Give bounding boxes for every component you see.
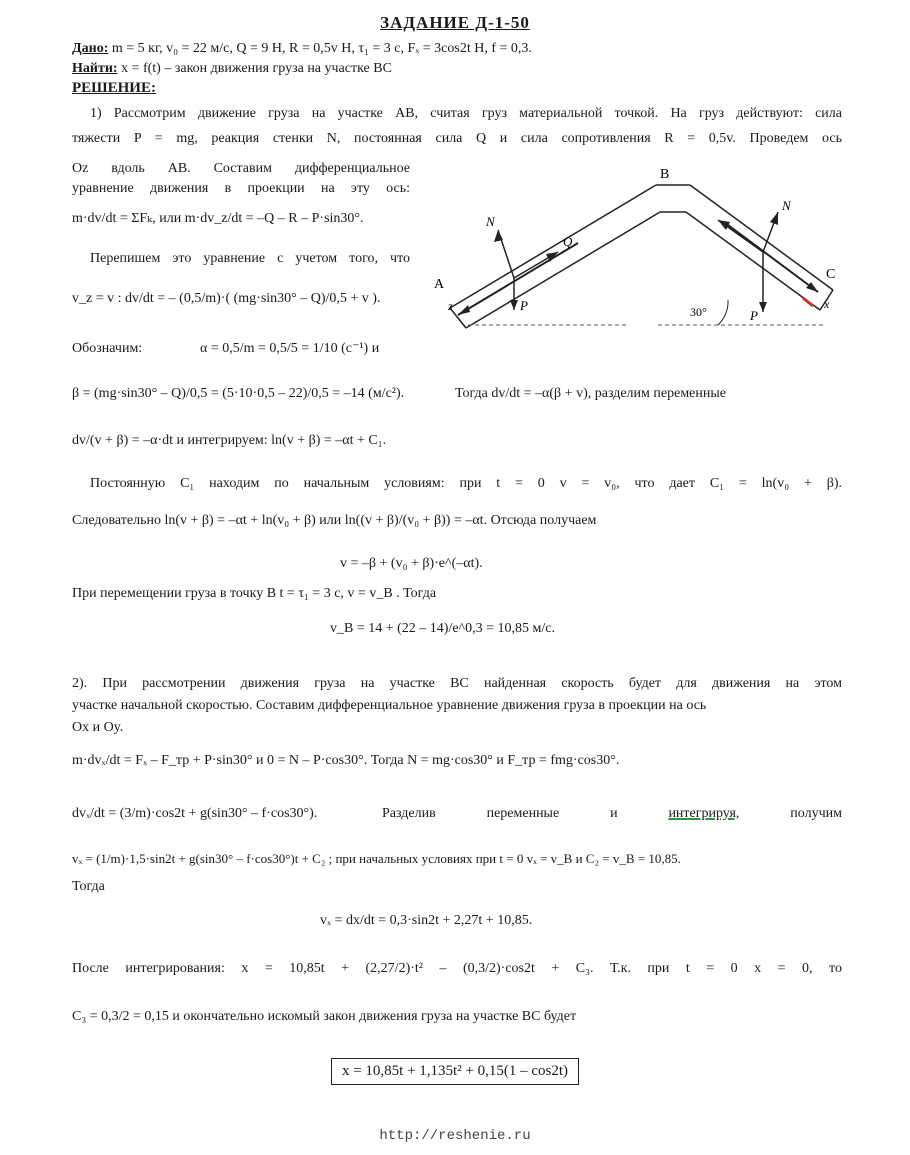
denote-line [72, 340, 142, 357]
given-label: Дано: [72, 41, 109, 56]
separate-word-3: и [610, 806, 618, 821]
final-answer-row [0, 1058, 910, 1085]
label-q: Q [563, 234, 573, 249]
equation-4: β = (mg·sin30° – Q)/0,5 = (5·10·0,5 – 22)/0,5 = –14 (м/с²). [72, 386, 405, 401]
separate-word-4: интегрируя, [668, 806, 740, 821]
label-x: x [824, 297, 830, 311]
label-n-left: N [486, 214, 495, 229]
angle-arc [718, 300, 728, 325]
find-label: Найти: [72, 61, 118, 76]
solution-label: РЕШЕНИЕ: [72, 80, 156, 96]
rewrite-line: Перепишем это уравнение с учетом того, что [90, 251, 410, 266]
incline-ab-upper-edge [450, 185, 656, 308]
equation-1: m·dv/dt = ΣFₖ, или m·dv_z/dt = –Q – R – P·sin30°. [72, 211, 364, 226]
given-line [72, 40, 532, 57]
gravity-left-arrowhead [510, 300, 518, 310]
separate-word-5: получим [790, 806, 842, 821]
x-axis [728, 225, 818, 292]
point-b-line: При перемещении груза в точку В t = τ₁ = 3 с, v = v_B . Тогда [72, 586, 437, 601]
find-line [72, 60, 392, 77]
after-integration-line: После интегрирования: x = 10,85t + (2,27/2)·t² – (0,3/2)·cos2t + C₃. Т.к. при t = 0 x = 0, то [72, 961, 842, 976]
z-axis-arrowhead [458, 305, 470, 315]
friction-marker [803, 298, 813, 306]
force-fx-arrowhead [718, 220, 730, 230]
incline-bc-upper-edge [690, 185, 836, 290]
separate-word-2: переменные [486, 806, 560, 821]
incline-bc-lower-edge [686, 212, 820, 310]
equation-7: v_B = 14 + (22 – 14)/e^0,3 = 10,85 м/с. [330, 621, 555, 636]
part1-intro-line3: Oz вдоль АВ. Составим дифференциальное [72, 161, 410, 176]
gravity-right-arrowhead [759, 302, 767, 312]
then-line-2: Тогда [72, 879, 105, 894]
constant-line: Постоянную C₁ находим по начальным условиям: при t = 0 v = v₀, что дает C₁ = ln(v₀ + β). [90, 476, 842, 491]
substitution-line: Следовательно ln(v + β) = –αt + ln(v₀ + β) или ln((v + β)/(v₀ + β)) = –αt. Отсюда получаем [72, 513, 597, 528]
label-p-left: P [520, 298, 528, 313]
normal-force-left-arrowhead [494, 230, 503, 242]
page-title: ЗАДАНИЕ Д-1-50 [380, 13, 530, 32]
part2-line1: 2). При рассмотрении движения груза на участке ВС найденная скорость будет для движения на этом [72, 676, 842, 691]
part2-line2: участке начальной скоростью. Составим дифференциальное уравнение движения груза в проекции на ось [72, 698, 707, 713]
separate-word-1: Разделив [382, 806, 436, 821]
label-p-right: P [750, 308, 758, 323]
final-answer-box: x = 10,85t + 1,135t² + 0,15(1 – cos2t) [331, 1058, 579, 1085]
equation-8: m·dvₓ/dt = Fₓ – F_тр + P·sin30° и 0 = N – P·cos30°. Тогда N = mg·cos30° и F_тр = fmg·cos30°. [72, 753, 620, 768]
find-text: x = f(t) – закон движения груза на участке ВС [121, 61, 392, 76]
label-a: A [434, 277, 445, 292]
given-text: m = 5 кг, v₀ = 22 м/с, Q = 9 Н, R = 0,5v Н, τ₁ = 3 с, Fₓ = 3cos2t Н, f = 0,3. [111, 41, 532, 56]
label-c: C [826, 267, 836, 282]
angle-label: 30° [690, 305, 707, 319]
part1-intro-line1: 1) Рассмотрим движение груза на участке АВ, считая груз материальной точкой. На груз действуют: сила [90, 106, 842, 121]
equation-5: dv/(v + β) = –α·dt и интегрируем: ln(v + β) = –αt + C₁. [72, 433, 387, 448]
footer-url: http://reshenie.ru [379, 1128, 531, 1144]
then-line: Тогда dv/dt = –α(β + v), разделим переменные [455, 386, 726, 401]
equation-6: v = –β + (v₀ + β)·e^(–αt). [340, 556, 483, 571]
equation-2: v_z = v : dv/dt = – (0,5/m)·( (mg·sin30° – Q)/0,5 + v ). [72, 291, 381, 306]
label-n-right: N [782, 198, 791, 213]
equation-10: vₓ = (1/m)·1,5·sin2t + g(sin30° – f·cos30°)t + C₂ ; при начальных условиях при t = 0 vₓ = v_B и C₂ = v_B = 10,85. [72, 851, 681, 866]
equation-11: vₓ = dx/dt = 0,3·sin2t + 2,27t + 10,85. [320, 913, 533, 928]
separate-variables-line [382, 805, 842, 822]
denote-label: Обозначим: [72, 341, 143, 356]
part1-intro-line2: тяжести P = mg, реакция стенки N, постоянная сила Q и сила сопротивления R = 0,5v. Проведем ось [72, 131, 842, 146]
equation-9: dvₓ/dt = (3/m)·cos2t + g(sin30° – f·cos30°). [72, 806, 318, 821]
equation-3: α = 0,5/m = 0,5/5 = 1/10 (c⁻¹) и [200, 341, 380, 356]
label-b: B [660, 167, 670, 182]
equation-12: C₃ = 0,3/2 = 0,15 и окончательно искомый закон движения груза на участке ВС будет [72, 1009, 577, 1024]
label-z: z [448, 299, 453, 313]
z-axis [458, 243, 578, 315]
incline-figure [428, 160, 848, 360]
normal-force-right-arrowhead [770, 212, 778, 225]
part2-line3: Ox и Oy. [72, 720, 124, 735]
incline-ab-lower-edge [466, 212, 660, 328]
part1-intro-line4: уравнение движения в проекции на эту ось: [72, 181, 410, 196]
